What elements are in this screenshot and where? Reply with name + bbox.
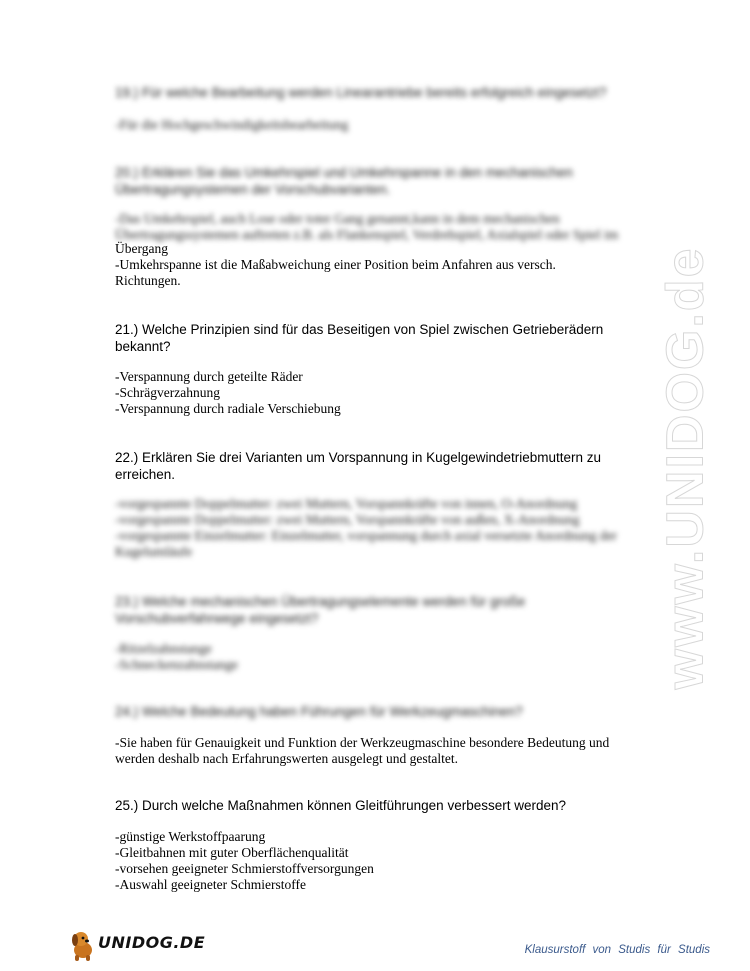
answer-line: -Gleitbahnen mit guter Oberflächenqualität xyxy=(115,845,349,860)
dog-icon xyxy=(66,928,100,962)
question-line: Vorschubverfahrwege eingesetzt? xyxy=(115,611,319,626)
answer-line: Kugelumläufe xyxy=(115,544,193,559)
question-19 xyxy=(115,84,635,101)
answer-line: -Für die Hochgeschwindigkeitsbearbeitung xyxy=(115,117,349,132)
answer-23-blurred xyxy=(115,641,645,673)
answer-line: -Verspannung durch geteilte Räder xyxy=(115,369,303,384)
answer-line: Übertragungssystemen auftreten z.B. als Flankenspiel, Verdrehspiel, Axialspiel oder Spiel im xyxy=(115,227,619,242)
question-line: 24.) Welche Bedeutung haben Führungen für Werkzeugmaschinen? xyxy=(115,704,523,719)
watermark xyxy=(655,246,715,690)
question-line: 20.) Erklären Sie das Umkehrspiel und Umkehrspanne in den mechanischen xyxy=(115,165,573,180)
answer-20-blurred xyxy=(115,211,645,243)
answer-line: -vorsehen geeigneter Schmierstoffversorgungen xyxy=(115,861,374,876)
question-23 xyxy=(115,593,635,627)
answer-line: werden deshalb nach Erfahrungswerten ausgelegt und gestaltet. xyxy=(115,751,458,766)
answer-line: -Verspannung durch radiale Verschiebung xyxy=(115,401,341,416)
answer-24 xyxy=(115,735,645,767)
question-24 xyxy=(115,703,635,720)
question-line: 19.) Für welche Bearbeitung werden Linearantriebe bereits erfolgreich eingesetzt? xyxy=(115,85,607,100)
question-22 xyxy=(115,449,635,483)
unidog-logo xyxy=(66,928,206,962)
answer-line: -Auswahl geeigneter Schmierstoffe xyxy=(115,877,306,892)
answer-line: Richtungen. xyxy=(115,273,181,288)
question-21 xyxy=(115,321,635,355)
answer-line: -Ritzelzahnstange xyxy=(115,641,212,656)
question-line: bekannt? xyxy=(115,339,171,354)
answer-line: -vorgespannte Doppelmutter: zwei Muttern, Vorspannkräfte von innen, O-Anordnung xyxy=(115,496,578,511)
question-line: 21.) Welche Prinzipien sind für das Beseitigen von Spiel zwischen Getrieberädern xyxy=(115,322,604,337)
answer-line: -Schneckenzahnstange xyxy=(115,657,238,672)
logo-text: UNIDOG.DE xyxy=(98,933,206,952)
answer-20 xyxy=(115,241,645,289)
answer-line: -vorgespannte Doppelmutter: zwei Muttern, Vorspannkräfte von außen, X-Anordnung xyxy=(115,512,580,527)
question-25 xyxy=(115,797,635,814)
question-line: Übertragungsystemen der Vorschubvarianten. xyxy=(115,182,391,197)
answer-line: -günstige Werkstoffpaarung xyxy=(115,829,266,844)
answer-line: -Das Umkehrspiel, auch Lose oder toter Gang genannt,kann in dem mechanischen xyxy=(115,211,560,226)
answer-21 xyxy=(115,369,645,417)
question-20 xyxy=(115,164,635,198)
footer-tagline: Klausurstoff von Studis für Studis xyxy=(524,944,710,956)
answer-25 xyxy=(115,829,645,893)
answer-line: -vorgespannte Einzelmutter: Einzelmutter, vorspannung durch axial versetzte Anordnung der xyxy=(115,528,617,543)
answer-line: -Schrägverzahnung xyxy=(115,385,220,400)
answer-line: Übergang xyxy=(115,241,168,256)
answer-22-blurred xyxy=(115,496,645,560)
answer-19-blurred xyxy=(115,117,645,133)
question-line: 23.) Welche mechanischen Übertragungselemente werden für große xyxy=(115,594,526,609)
answer-line: -Sie haben für Genauigkeit und Funktion der Werkzeugmaschine besondere Bedeutung und xyxy=(115,735,610,750)
question-line: 25.) Durch welche Maßnahmen können Gleitführungen verbessert werden? xyxy=(115,798,566,813)
question-line: erreichen. xyxy=(115,467,176,482)
question-line: 22.) Erklären Sie drei Varianten um Vorspannung in Kugelgewindetriebmuttern zu xyxy=(115,450,602,465)
watermark-text: www.UNIDOG.de xyxy=(656,246,714,690)
answer-line: -Umkehrspanne ist die Maßabweichung einer Position beim Anfahren aus versch. xyxy=(115,257,556,272)
